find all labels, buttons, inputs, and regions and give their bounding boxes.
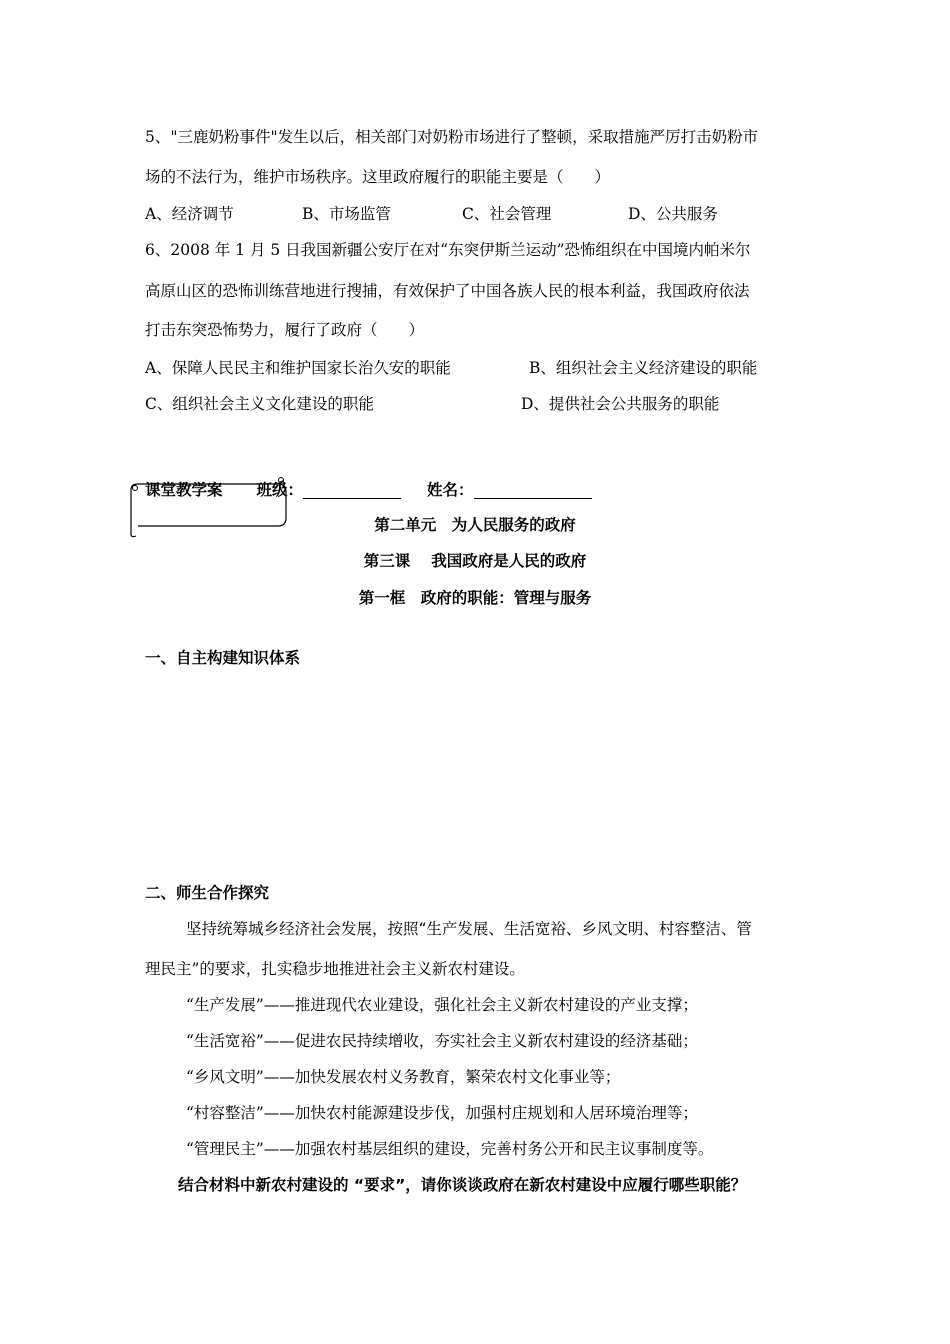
- q6-line-3: 打击东突恐怖势力，履行了政府（ ）: [145, 321, 425, 339]
- requirement-item: “乡风文明”——加快发展农村义务教育，繁荣农村文化事业等；: [186, 1068, 621, 1086]
- section-2-paragraph-line-1: 坚持统筹城乡经济社会发展，按照“生产发展、生活宽裕、乡风文明、村容整洁、管: [186, 920, 752, 938]
- q6-line-1: 6、2008 年 1 月 5 日我国新疆公安厅在对“东突伊斯兰运动”恐怖组织在中国境内帕米尔: [145, 241, 751, 259]
- q6-option-c: C、组织社会主义文化建设的职能: [145, 395, 374, 413]
- q6-option-b: B、组织社会主义经济建设的职能: [529, 359, 758, 377]
- lesson-title: 第三课 我国政府是人民的政府: [363, 552, 587, 570]
- unit-title: 第二单元 为人民服务的政府: [374, 516, 576, 534]
- q5-line-2: 场的不法行为，维护市场秩序。这里政府履行的职能主要是（ ）: [145, 168, 611, 186]
- q6-option-d: D、提供社会公共服务的职能: [521, 395, 720, 413]
- q5-line-1: 5、"三鹿奶粉事件"发生以后，相关部门对奶粉市场进行了整顿，采取措施严厉打击奶粉市: [145, 128, 759, 146]
- requirement-item: “管理民主”——加强农村基层组织的建设，完善村务公开和民主议事制度等。: [186, 1140, 714, 1158]
- section-1-heading: 一、自主构建知识体系: [145, 649, 301, 667]
- name-blank[interactable]: [474, 484, 592, 499]
- q6-option-a: A、保障人民民主和维护国家长治久安的职能: [145, 359, 451, 377]
- q5-option-c: C、社会管理: [462, 205, 552, 223]
- section-2-heading: 二、师生合作探究: [145, 884, 270, 902]
- q5-option-d: D、公共服务: [628, 205, 718, 223]
- lesson-plan-label: 课堂教学案: [145, 481, 223, 499]
- frame-title: 第一框 政府的职能：管理与服务: [358, 589, 592, 607]
- requirement-item: “生活宽裕”——促进农民持续增收，夯实社会主义新农村建设的经济基础；: [186, 1032, 698, 1050]
- q5-option-b: B、市场监管: [302, 205, 391, 223]
- class-label: 班级：: [256, 481, 304, 499]
- class-blank[interactable]: [303, 484, 401, 499]
- requirement-item: “村容整洁”——加快农村能源建设步伐，加强村庄规划和人居环境治理等；: [186, 1104, 698, 1122]
- section-2-paragraph-line-2: 理民主”的要求，扎实稳步地推进社会主义新农村建设。: [145, 960, 525, 978]
- discussion-question: 结合材料中新农村建设的 “要求”，请你谈谈政府在新农村建设中应履行哪些职能？: [178, 1176, 747, 1194]
- q6-line-2: 高原山区的恐怖训练营地进行搜捕，有效保护了中国各族人民的根本利益，我国政府依法: [145, 282, 750, 300]
- requirement-item: “生产发展”——推进现代农业建设，强化社会主义新农村建设的产业支撑；: [186, 996, 698, 1014]
- lesson-plan-header: [145, 483, 592, 499]
- q5-option-a: A、经济调节: [145, 205, 234, 223]
- name-label: 姓名：: [427, 481, 474, 499]
